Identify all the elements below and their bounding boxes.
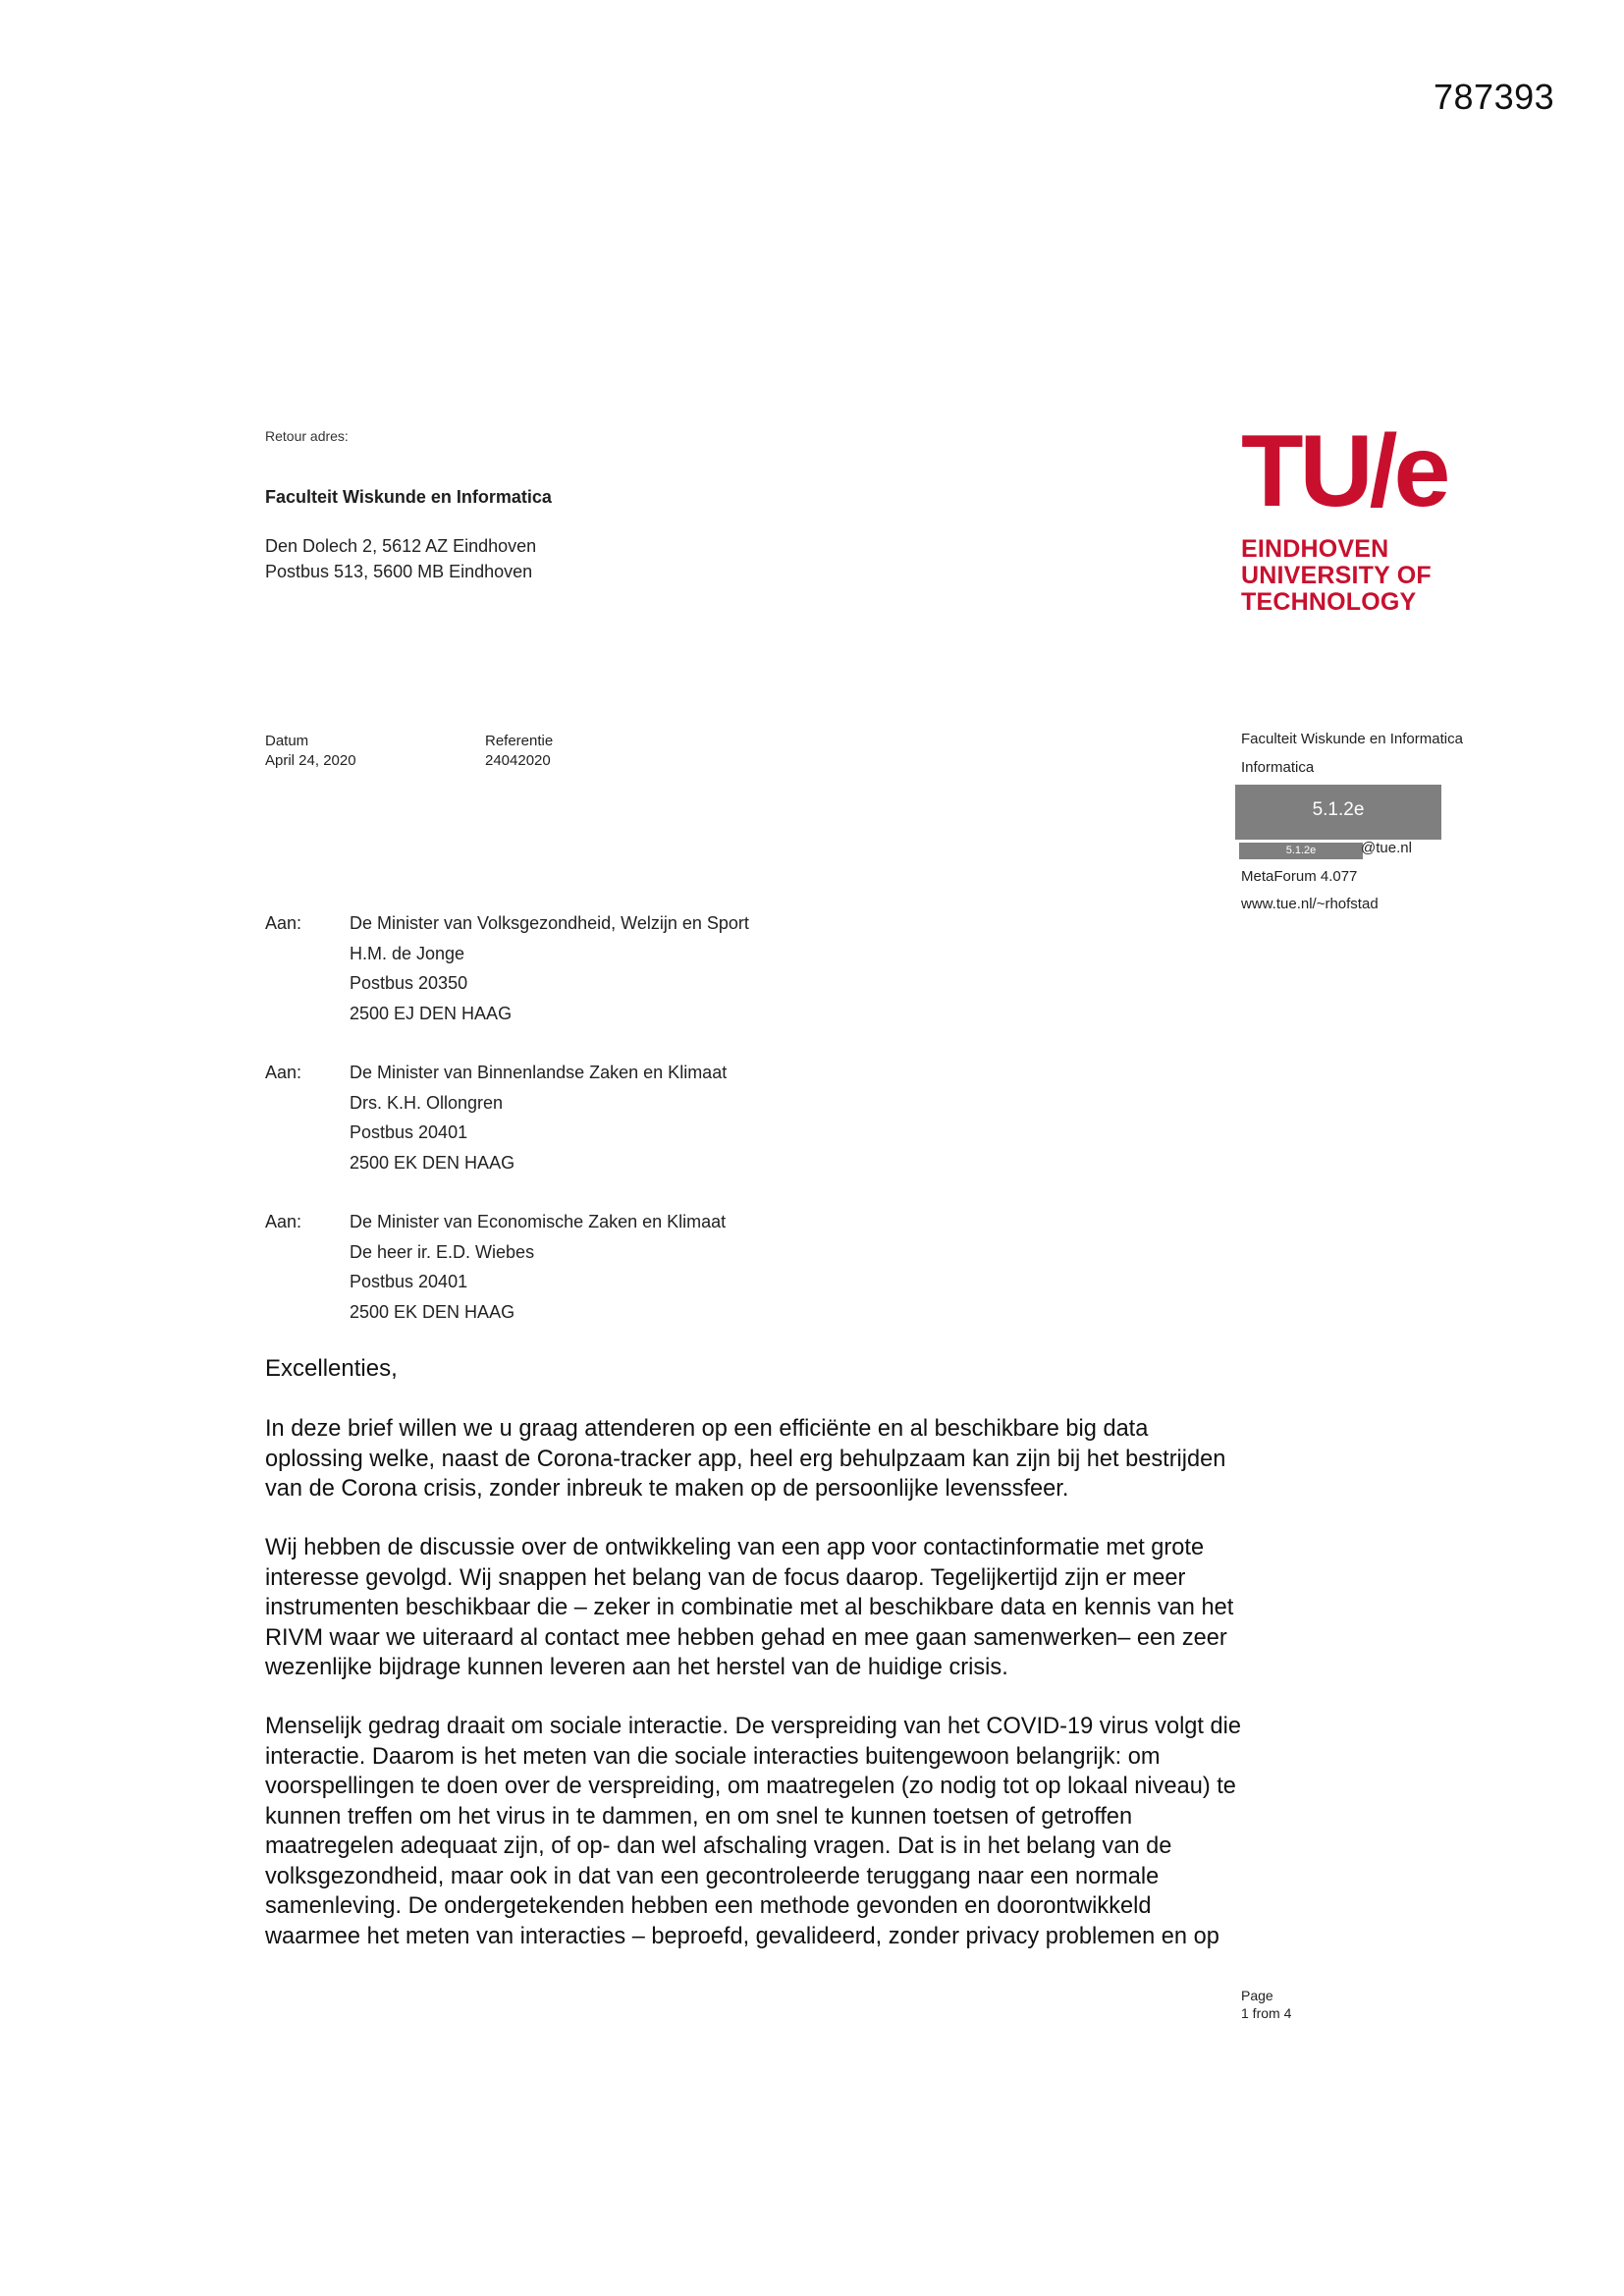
paragraph-line: voorspellingen te doen over de verspreiding, om maatregelen (zo nodig tot op lokaal niveau) te [265, 1774, 1236, 1799]
return-address-label: Retour adres: [265, 428, 349, 444]
page-label: Page [1241, 1988, 1273, 2003]
paragraph-line: Menselijk gedrag draait om sociale interactie. De verspreiding van het COVID-19 virus volgt die [265, 1714, 1242, 1739]
recipient-line: De Minister van Binnenlandse Zaken en Klimaat [350, 1063, 728, 1082]
paragraph-line: Wij hebben de discussie over de ontwikkeling van een app voor contactinformatie met grote [265, 1535, 1205, 1560]
contact-room: MetaForum 4.077 [1241, 868, 1358, 885]
sender-address-line: Postbus 513, 5600 MB Eindhoven [265, 562, 533, 581]
recipient-line: Postbus 20401 [350, 1122, 468, 1142]
contact-faculty: Faculteit Wiskunde en Informatica [1241, 731, 1463, 747]
email-redaction: 5.1.2e [1239, 843, 1363, 859]
paragraph-line: RIVM waar we uiteraard al contact mee hebben gehad en mee gaan samenwerken– een zeer [265, 1624, 1227, 1651]
paragraph-line: interesse gevolgd. Wij snappen het belang van de focus daarop. Tegelijkertijd zijn er meer [265, 1564, 1186, 1591]
paragraph-line: interactie. Daarom is het meten van die sociale interacties buitengewoon belangrijk: om [265, 1743, 1161, 1770]
recipient-line: 2500 EK DEN HAAG [350, 1302, 515, 1322]
recipient-line: De Minister van Economische Zaken en Klimaat [350, 1212, 727, 1231]
recipient-label: Aan: [265, 913, 302, 933]
sender-faculty: Faculteit Wiskunde en Informatica [265, 487, 552, 507]
contact-website: www.tue.nl/~rhofstad [1241, 896, 1379, 912]
recipient-line: Postbus 20401 [350, 1272, 468, 1291]
recipient-line: De Minister van Volksgezondheid, Welzijn en Sport [350, 913, 749, 933]
paragraph-line: volksgezondheid, maar ook in dat van een gecontroleerde teruggang naar een normale [265, 1863, 1160, 1889]
recipient-label: Aan: [265, 1063, 302, 1082]
salutation: Excellenties, [265, 1355, 398, 1382]
tue-logo [1241, 414, 1477, 617]
logo-line: EINDHOVEN [1241, 535, 1389, 563]
email-domain: @tue.nl [1361, 840, 1412, 856]
recipient-line: Drs. K.H. Ollongren [350, 1093, 504, 1113]
recipient-line: H.M. de Jonge [350, 944, 465, 963]
paragraph-line: van de Corona crisis, zonder inbreuk te maken op de persoonlijke levenssfeer. [265, 1476, 1069, 1502]
logo-university-name [1241, 536, 1477, 616]
body-paragraph [265, 1533, 1375, 1683]
logo-mark: TU/e [1241, 414, 1447, 528]
page-number: 1 from 4 [1241, 2005, 1292, 2021]
recipient-line: 2500 EK DEN HAAG [350, 1153, 515, 1173]
paragraph-line: oplossing welke, naast de Corona-tracker app, heel erg behulpzaam kan zijn bij het bestrijden [265, 1446, 1226, 1472]
logo-line: UNIVERSITY OF [1241, 562, 1432, 589]
paragraph-line: maatregelen adequaat zijn, of op- dan wel afschaling vragen. Dat is in het belang van de [265, 1833, 1172, 1859]
sender-address-line: Den Dolech 2, 5612 AZ Eindhoven [265, 536, 537, 556]
paragraph-line: wezenlijke bijdrage kunnen leveren aan het herstel van de huidige crisis. [265, 1655, 1008, 1680]
recipient-line: 2500 EJ DEN HAAG [350, 1004, 513, 1023]
recipient-label: Aan: [265, 1212, 302, 1231]
recipient-line: Postbus 20350 [350, 973, 468, 993]
paragraph-line: In deze brief willen we u graag attenderen op een efficiënte en al beschikbare big data [265, 1416, 1149, 1442]
body-paragraph [265, 1414, 1375, 1504]
body-paragraph [265, 1712, 1375, 1951]
paragraph-line: waarmee het meten van interacties – beproefd, gevalideerd, zonder privacy problemen en op [265, 1923, 1219, 1949]
logo-line: TECHNOLOGY [1241, 588, 1417, 616]
recipient-line: De heer ir. E.D. Wiebes [350, 1242, 535, 1262]
date-value: April 24, 2020 [265, 752, 356, 769]
paragraph-line: instrumenten beschikbaar die – zeker in combinatie met al beschikbare data en kennis van het [265, 1595, 1234, 1620]
paragraph-line: samenleving. De ondergetekenden hebben een methode gevonden en doorontwikkeld [265, 1893, 1152, 1919]
contact-department: Informatica [1241, 759, 1315, 776]
date-label: Datum [265, 733, 309, 749]
reference-label: Referentie [485, 733, 554, 749]
redaction-box: 5.1.2e [1235, 785, 1441, 840]
document-number: 787393 [1434, 77, 1555, 117]
paragraph-line: kunnen treffen om het virus in te dammen, en om snel te kunnen toetsen of getroffen [265, 1803, 1133, 1830]
reference-value: 24042020 [485, 752, 551, 769]
